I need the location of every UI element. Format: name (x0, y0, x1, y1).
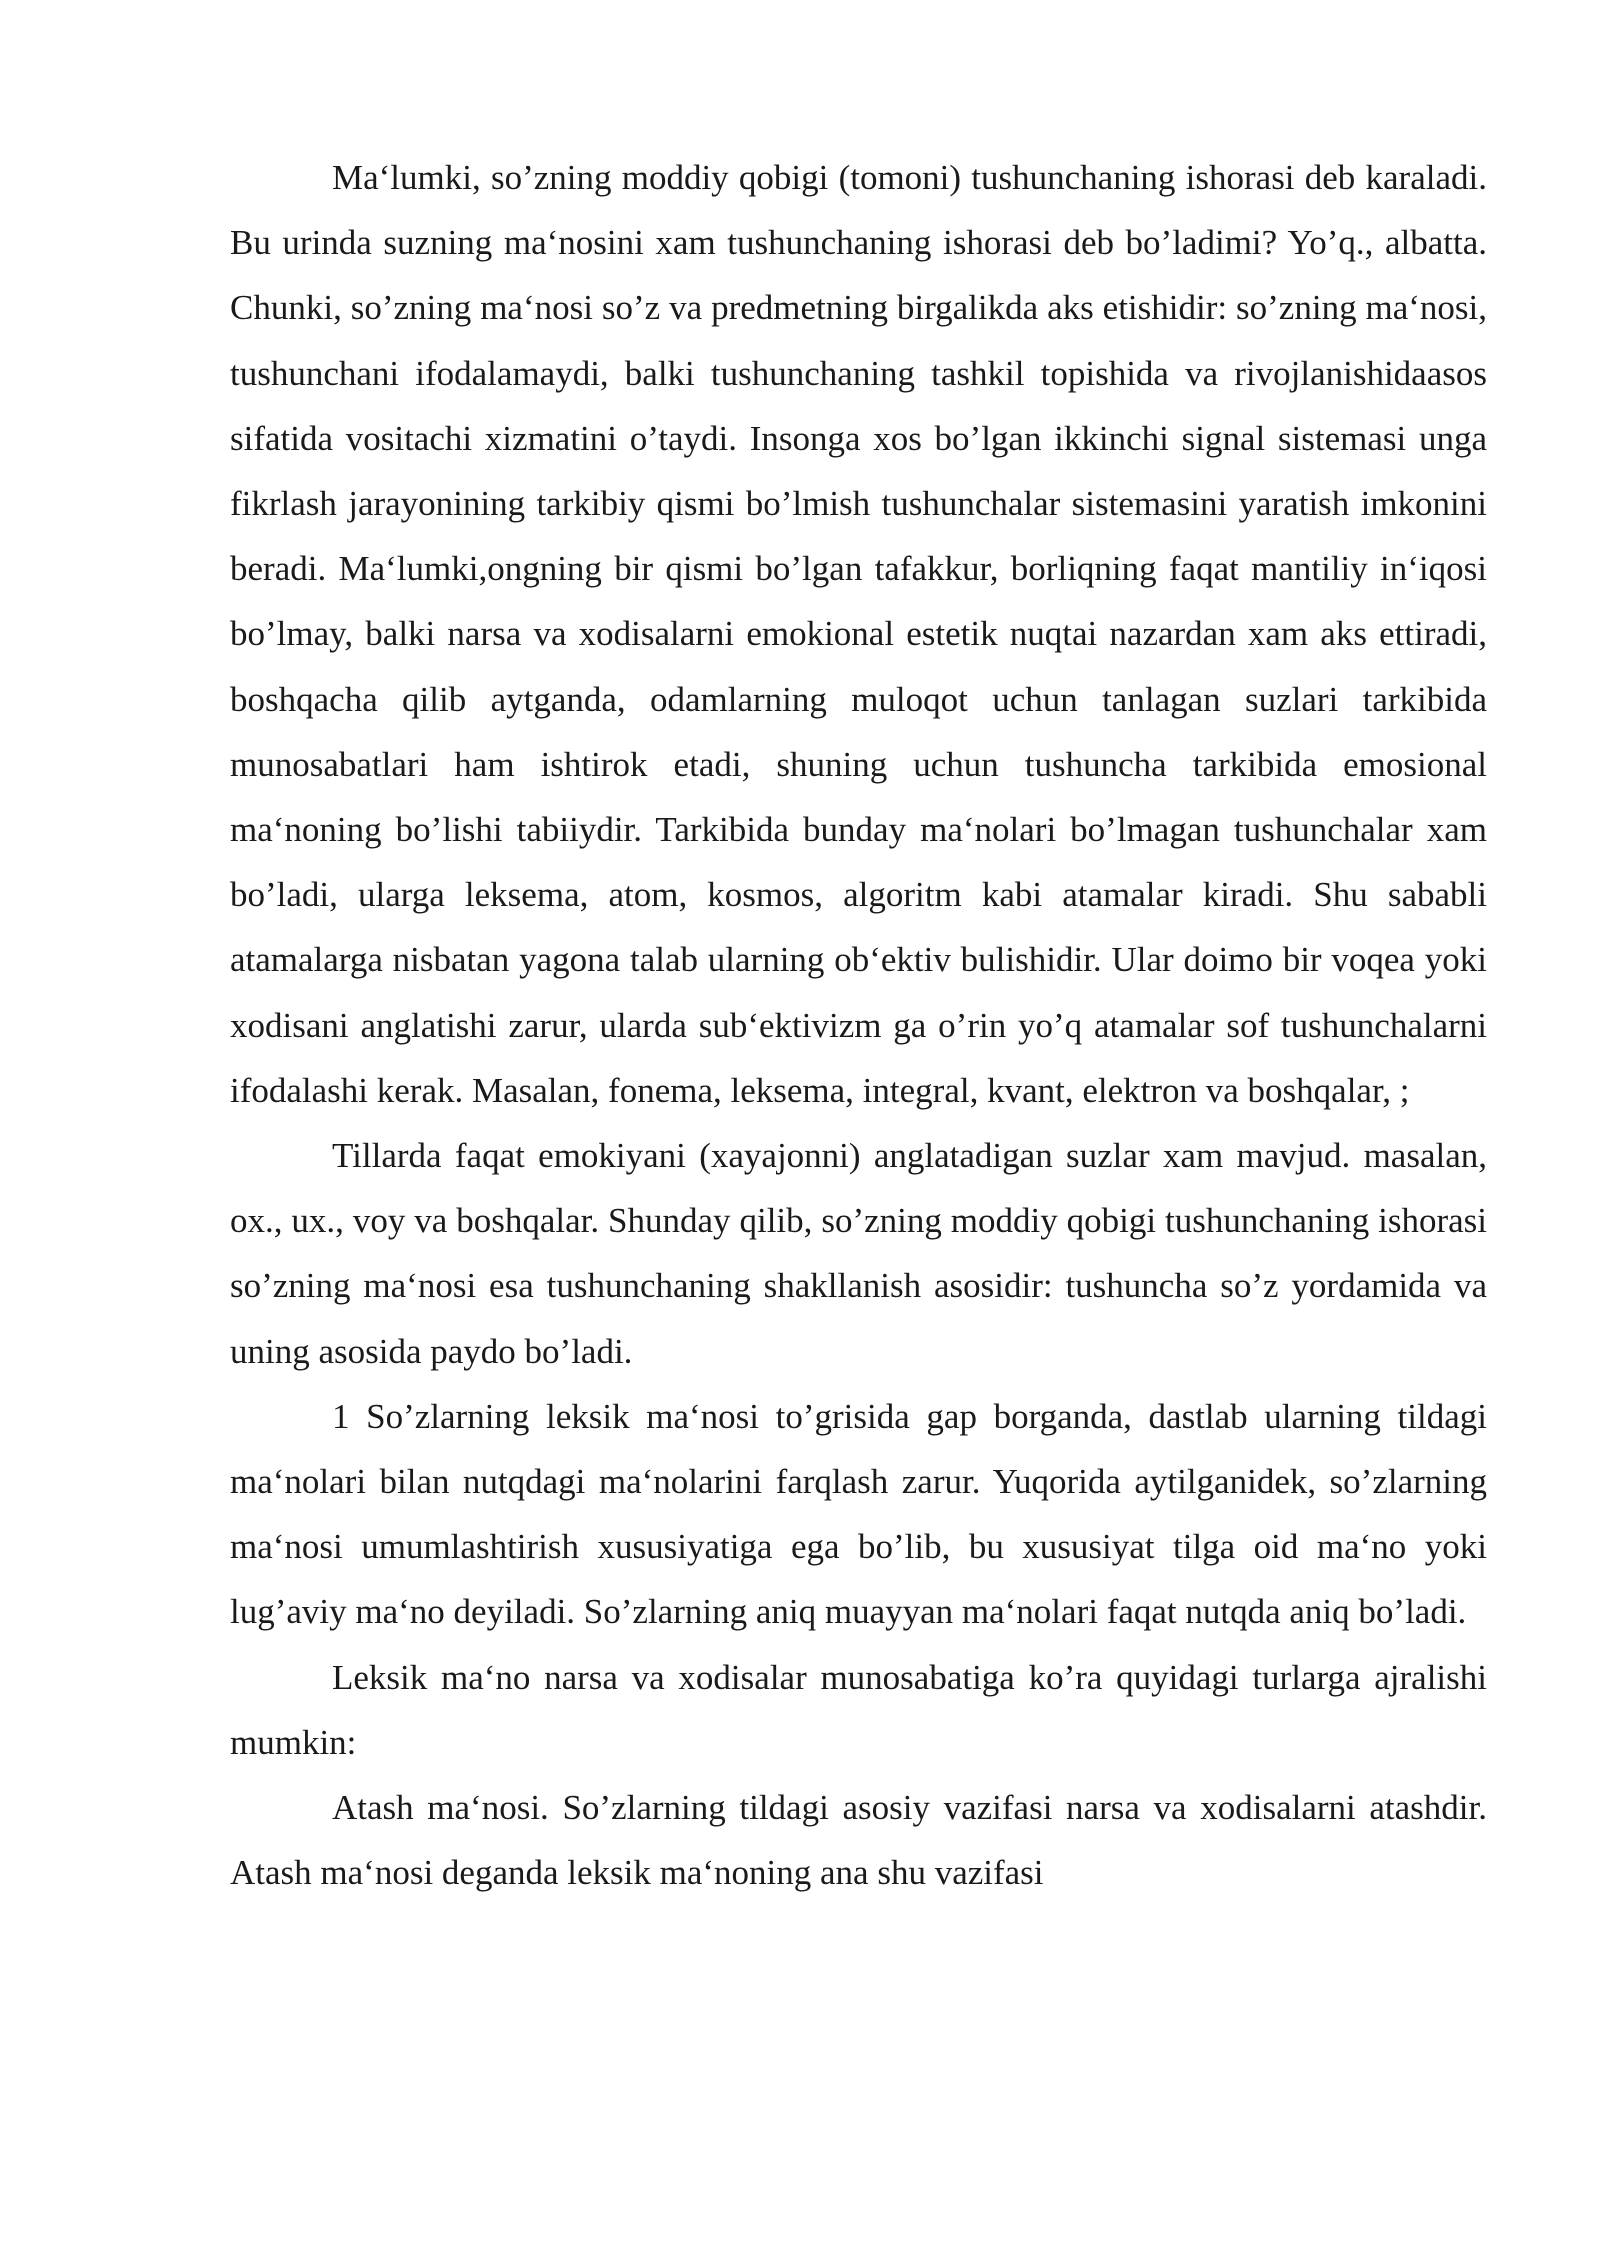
paragraph-intro: Ma‘lumki, so’zning moddiy qobigi (tomoni) tushunchaning ishorasi deb karaladi. Bu urinda suzning ma‘nosini xam tushunchaning ishorasi deb bo’ladimi? Yo’q., albatta. Chunki, so’zning ma‘nosi so’z va predmetning birgalikda aks etishidir: so’zning ma‘nosi, tushunchani ifodalamaydi, balki tushunchaning tashkil topishida va rivojlanishidaasos sifatida vositachi xizmatini o’taydi. Insonga xos bo’lgan ikkinchi signal sistemasi unga fikrlash jarayonining tarkibiy qismi bo’lmish tushunchalar sistemasini yaratish imkonini beradi. Ma‘lumki,ongning bir qismi bo’lgan tafakkur, borliqning faqat mantiliy in‘iqosi bo’lmay, balki narsa va xodisalarni emokional estetik nuqtai nazardan xam aks ettiradi, boshqacha qilib aytganda, odamlarning muloqot uchun tanlagan suzlari tarkibida munosabatlari ham ishtirok etadi, shuning uchun tushuncha tarkibida emosional ma‘noning bo’lishi tabiiydir. Tarkibida bunday ma‘nolari bo’lmagan tushunchalar xam bo’ladi, ularga leksema, atom, kosmos, algoritm kabi atamalar kiradi. Shu sababli atamalarga nisbatan yagona talab ularning ob‘ektiv bulishidir. Ular doimo bir voqea yoki xodisani anglatishi zarur, ularda sub‘ektivizm ga o’rin yo’q atamalar sof tushunchalarni ifodalashi kerak. Masalan, fonema, leksema, integral, kvant, elektron va boshqalar, ; (230, 158, 1487, 1110)
paragraph-lexical-meaning: 1 So’zlarning leksik ma‘nosi to’grisida gap borganda, dastlab ularning tildagi ma‘nolari bilan nutqdagi ma‘nolarini farqlash zarur. Yuqorida aytilganidek, so’zlarning ma‘nosi umumlashtirish xususiyatiga ega bo’lib, bu xususiyat tilga oid ma‘no yoki lug’aviy ma‘no deyiladi. So’zlarning aniq muayyan ma‘nolari faqat nutqda aniq bo’ladi. (230, 1396, 1487, 1632)
paragraph-meaning-types: Leksik ma‘no narsa va xodisalar munosabatiga ko’ra quyidagi turlarga ajralishi mumkin: (230, 1657, 1487, 1762)
document-body (230, 145, 1487, 1905)
paragraph-emotion-words: Tillarda faqat emokiyani (xayajonni) anglatadigan suzlar xam mavjud. masalan, ox., ux., voy va boshqalar. Shunday qilib, so’zning moddiy qobigi tushunchaning ishorasi so’zning ma‘nosi esa tushunchaning shakllanish asosidir: tushuncha so’z yordamida va uning asosida paydo bo’ladi. (230, 1136, 1487, 1371)
paragraph-naming-meaning: Atash ma‘nosi. So’zlarning tildagi asosiy vazifasi narsa va xodisalarni atashdir. Atash ma‘nosi deganda leksik ma‘noning ana shu vazifasi (230, 1788, 1487, 1893)
